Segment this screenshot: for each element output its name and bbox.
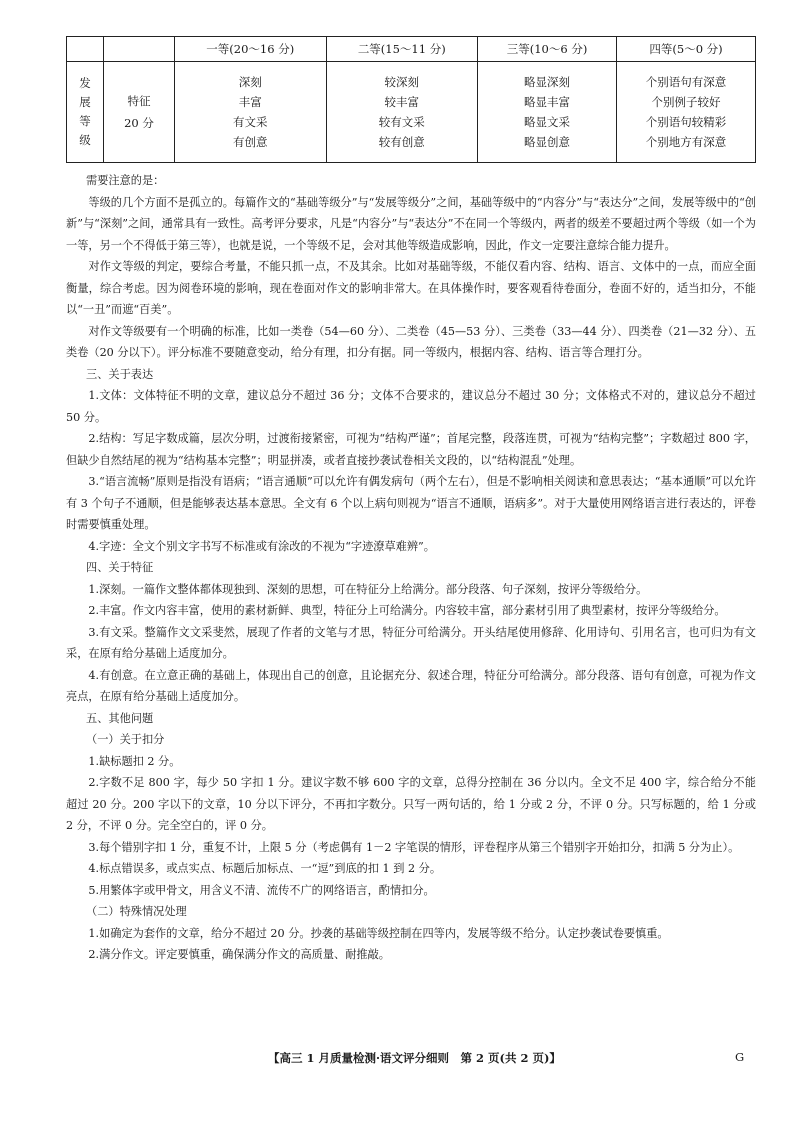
paragraph: 1.深刻。一篇作文整体都体现独到、深刻的思想，可在特征分上给满分。部分段落、句子深刻，按评分等级给分。 [88,582,648,596]
section-heading: 四、关于特征 [86,561,154,574]
body-text [66,170,756,966]
criterion-text: 略显创意 [524,135,571,149]
grade-3-cell [478,62,617,163]
criterion-text: 个别例子较好 [651,95,721,109]
paragraph: 2.结构：写足字数成篇，层次分明，过渡衔接紧密，可视为“结构严谨”；首尾完整，段落连贯，可视为“结构完整”；字数超过 800 字，但缺少自然结尾的视为“结构基本完整”；明显拼凑，或者直接抄袭试卷相关文段的，以“结构混乱”处理。 [66,432,756,467]
criterion-text: 有创意 [233,135,268,149]
section-heading: （一）关于扣分 [86,733,165,746]
criterion-text: 有文采 [233,115,268,129]
grade-2-cell [326,62,478,163]
criterion-text: 较有文采 [378,115,425,129]
criterion-text: 丰富 [238,95,262,109]
criterion-text: 个别语句较精彩 [645,115,727,129]
paragraph: 对作文等级要有一个明确的标准，比如一类卷（54—60 分）、二类卷（45—53 分）、三类卷（33—44 分）、四类卷（21—32 分）、五类卷（20 分以下）。评分标准不要随意变动，给分有理，扣分有据。同一等级内，根据内容、结构、语言等合理打分。 [66,324,756,359]
category-char: 发 [79,76,91,90]
criterion-text: 略显深刻 [524,75,571,89]
paragraph: 1.缺标题扣 2 分。 [88,754,181,768]
section-heading: （二）特殊情况处理 [86,905,187,918]
criterion-text: 略显文采 [524,115,571,129]
paragraph: 1.如确定为套作的文章，给分不超过 20 分。抄袭的基础等级控制在四等内，发展等级不给分。认定抄袭试卷要慎重。 [88,926,669,940]
header-grade-1: 一等(20～16 分) [175,37,327,62]
criterion-text: 个别地方有深意 [645,135,727,149]
paragraph: 4.有创意。在立意正确的基础上，体现出自己的创意，且论据充分、叙述合理，特征分可给满分。部分段落、语句有创意，可视为作文亮点，在原有给分基础上适度加分。 [66,668,756,703]
paragraph: 5.用繁体字或甲骨文，用含义不清、流传不广的网络语言，酌情扣分。 [88,883,435,897]
header-grade-2: 二等(15～11 分) [326,37,478,62]
paragraph: 3.每个错别字扣 1 分，重复不计，上限 5 分（考虑偶有 1－2 字笔误的情形，评卷程序从第三个错别字开始扣分，扣满 5 分为止）。 [88,840,740,854]
paragraph: 4.字迹：全文个别文字书写不标准或有涂改的不视为“字迹潦草难辨”。 [88,539,435,553]
category-label [67,75,103,149]
category-char: 级 [79,133,91,147]
footer-page-info: 【高三 1 月质量检测·语文评分细则 第 2 页(共 2 页)】 [268,1051,561,1065]
paragraph: 2.字数不足 800 字，每少 50 字扣 1 分。建议字数不够 600 字的文章，总得分控制在 36 分以内。全文不足 400 字，综合给分不能超过 20 分。200 字以下的文章，10 分以下评分，不再扣字数分。只写一两句话的，给 1 分或 2 分，不评 0 分。只写标题的，给 1 分或 2 分，不评 0 分。完全空白的，评 0 分。 [66,776,756,832]
criterion-text: 略显丰富 [524,95,571,109]
criterion-text: 较有创意 [378,135,425,149]
header-empty-cell [104,37,175,62]
paragraph: 对作文等级的判定，要综合考量，不能只抓一点，不及其余。比如对基础等级，不能仅看内容、结构、语言、文体中的一点，而应全面衡量，综合考虑。因为阅卷环境的影响，现在卷面对作文的影响非常大。在具体操作时，要客观看待卷面分，卷面不好的，适当扣分，不能以“一丑”而遮“百美”。 [66,260,756,316]
paragraph: 2.满分作文。评定要慎重，确保满分作文的高质量、耐推敲。 [88,948,390,961]
feature-points: 20 分 [124,116,154,130]
criterion-text: 较深刻 [384,75,420,89]
feature-name: 特征 [127,94,151,108]
header-grade-4: 四等(5～0 分) [617,37,756,62]
section-heading: 需要注意的是： [86,174,165,187]
paragraph: 2.丰富。作文内容丰富，使用的素材新鲜、典型，特征分上可给满分。内容较丰富，部分素材引用了典型素材，按评分等级给分。 [88,604,726,617]
footer-version-letter: G [735,1050,745,1064]
paragraph: 4.标点错误多，或点实点、标题后加标点、一“逗”到底的扣 1 到 2 分。 [88,862,442,875]
header-empty-cell [67,37,104,62]
section-heading: 五、其他问题 [86,711,154,725]
grading-table-feature-row [67,62,756,163]
category-char: 展 [79,95,91,109]
category-char: 等 [79,114,91,128]
paragraph: 3.有文采。整篇作文文采斐然，展现了作者的文笔与才思，特征分可给满分。开头结尾使用修辞、化用诗句、引用名言，也可归为有文采，在原有给分基础上适度加分。 [66,625,756,660]
grade-1-cell [175,62,327,163]
paragraph: 等级的几个方面不是孤立的。每篇作文的“基础等级分”与“发展等级分”之间，基础等级中的“内容分”与“表达分”之间，发展等级中的“创新”与“深刻”之间，通常具有一致性。高考评分要求，凡是“内容分”与“表达分”不在同一个等级内，两者的级差不要超过两个等级（如一个为一等，另一个不得低于第三等），也就是说，一个等级不足，会对其他等级造成影响，因此，作文一定要注意综合能力提升。 [66,195,756,252]
header-grade-3: 三等(10～6 分) [478,37,617,62]
criterion-text: 个别语句有深意 [645,75,727,89]
feature-cell [104,62,175,163]
criterion-text: 深刻 [238,75,262,89]
grading-table-header-row [67,37,756,62]
paragraph: 1.文体：文体特征不明的文章，建议总分不超过 36 分；文体不合要求的，建议总分不超过 30 分；文体格式不对的，建议总分不超过 50 分。 [66,389,756,424]
category-cell [67,62,104,163]
criterion-text: 较丰富 [384,95,420,109]
grading-table [66,36,756,163]
grade-4-cell [617,62,756,163]
section-heading: 三、关于表达 [86,367,154,381]
paragraph: 3.“语言流畅”原则是指没有语病；“语言通顺”可以允许有偶发病句（两个左右），但是不影响相关阅读和意思表达；“基本通顺”可以允许有 3 个句子不通顺，但是能够表达基本意思。全文有 6 个以上病句则视为“语言不通顺，语病多”。对于大量使用网络语言进行表达的，评卷时需要慎重处理。 [66,475,756,531]
